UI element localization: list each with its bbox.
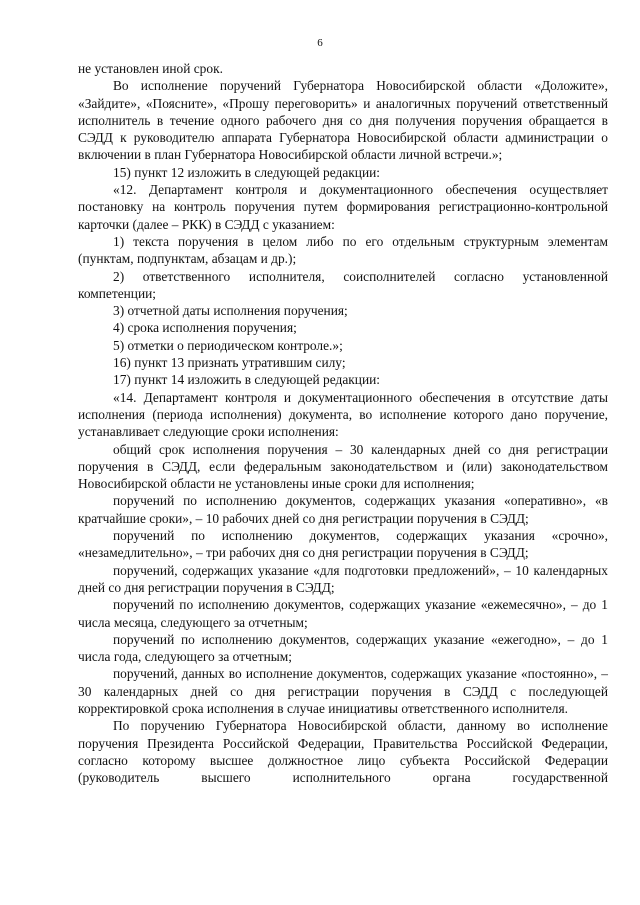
paragraph: 4) срока исполнения поручения; xyxy=(113,320,297,336)
paragraph: поручений по исполнению документов, содержащих указания «срочно», «незамедлительно», – три рабочих дня со дня регистрации поручения в СЭДД; xyxy=(78,528,608,561)
page-number: 6 xyxy=(317,37,323,49)
paragraph: Во исполнение поручений Губернатора Новосибирской области «Доложите», «Зайдите», «Поясните», «Прошу переговорить» и аналогичных поручений ответственный исполнитель в течение одного рабочего дня со дня получения поручения обращается в СЭДД к руководителю аппарата Губернатора Новосибирской области администрации о включении в план Губернатора Новосибирской области личной встречи.»; xyxy=(78,78,608,163)
paragraph: поручений по исполнению документов, содержащих указание «ежегодно», – до 1 числа года, следующего за отчетным; xyxy=(78,631,608,665)
paragraph: 2) ответственного исполнителя, соисполнителей согласно установленной компетенции; xyxy=(78,268,608,301)
paragraph: поручений, содержащих указание «для подготовки предложений», – 10 календарных дней со дня регистрации поручения в СЭДД; xyxy=(78,562,608,595)
paragraph: 3) отчетной даты исполнения поручения; xyxy=(113,303,348,319)
paragraph: не установлен иной срок. xyxy=(78,61,223,76)
paragraph: поручений, данных во исполнение документов, содержащих указание «постоянно», – 30 календарных дней со дня регистрации поручения в СЭДД с последующей корректировкой срока исполнения в случае инициативы ответственного исполнителя. xyxy=(78,666,608,716)
paragraph: 17) пункт 14 изложить в следующей редакции: xyxy=(113,372,381,388)
paragraph: 5) отметки о периодическом контроле.»; xyxy=(113,337,343,353)
paragraph: По поручению Губернатора Новосибирской области, данному во исполнение поручения Президента Российской Федерации, Правительства Российской Федерации, согласно которому высшее должностное лицо субъекта Российской Федерации (руководитель высшего исполнительного органа государственной xyxy=(78,718,608,786)
paragraph: поручений по исполнению документов, содержащих указание «ежемесячно», – до 1 числа месяца, следующего за отчетным; xyxy=(78,597,608,630)
paragraph: 15) пункт 12 изложить в следующей редакции: xyxy=(113,164,381,180)
paragraph: 1) текста поручения в целом либо по его отдельным структурным элементам (пунктам, подпунктам, абзацам и др.); xyxy=(78,233,608,267)
paragraph: общий срок исполнения поручения – 30 календарных дней со дня регистрации поручения в СЭДД, если федеральным законодательством и (или) законодательством Новосибирской области не установлены иные сроки для исполнения; xyxy=(78,441,608,492)
paragraph: поручений по исполнению документов, содержащих указания «оперативно», «в кратчайшие сроки», – 10 рабочих дней со дня регистрации поручения в СЭДД; xyxy=(78,493,608,526)
paragraph: 16) пункт 13 признать утратившим силу; xyxy=(113,355,346,371)
paragraph: «12. Департамент контроля и документационного обеспечения осуществляет постановку на контроль поручения путем формирования регистрационно-контрольной карточки (далее – РКК) в СЭДД с указанием: xyxy=(78,182,608,232)
document-body xyxy=(78,60,608,786)
paragraph: «14. Департамент контроля и документационного обеспечения в отсутствие даты исполнения (периода исполнения) документа, во исполнение которого дано поручение, устанавливает следующие сроки исполнения: xyxy=(78,389,608,440)
